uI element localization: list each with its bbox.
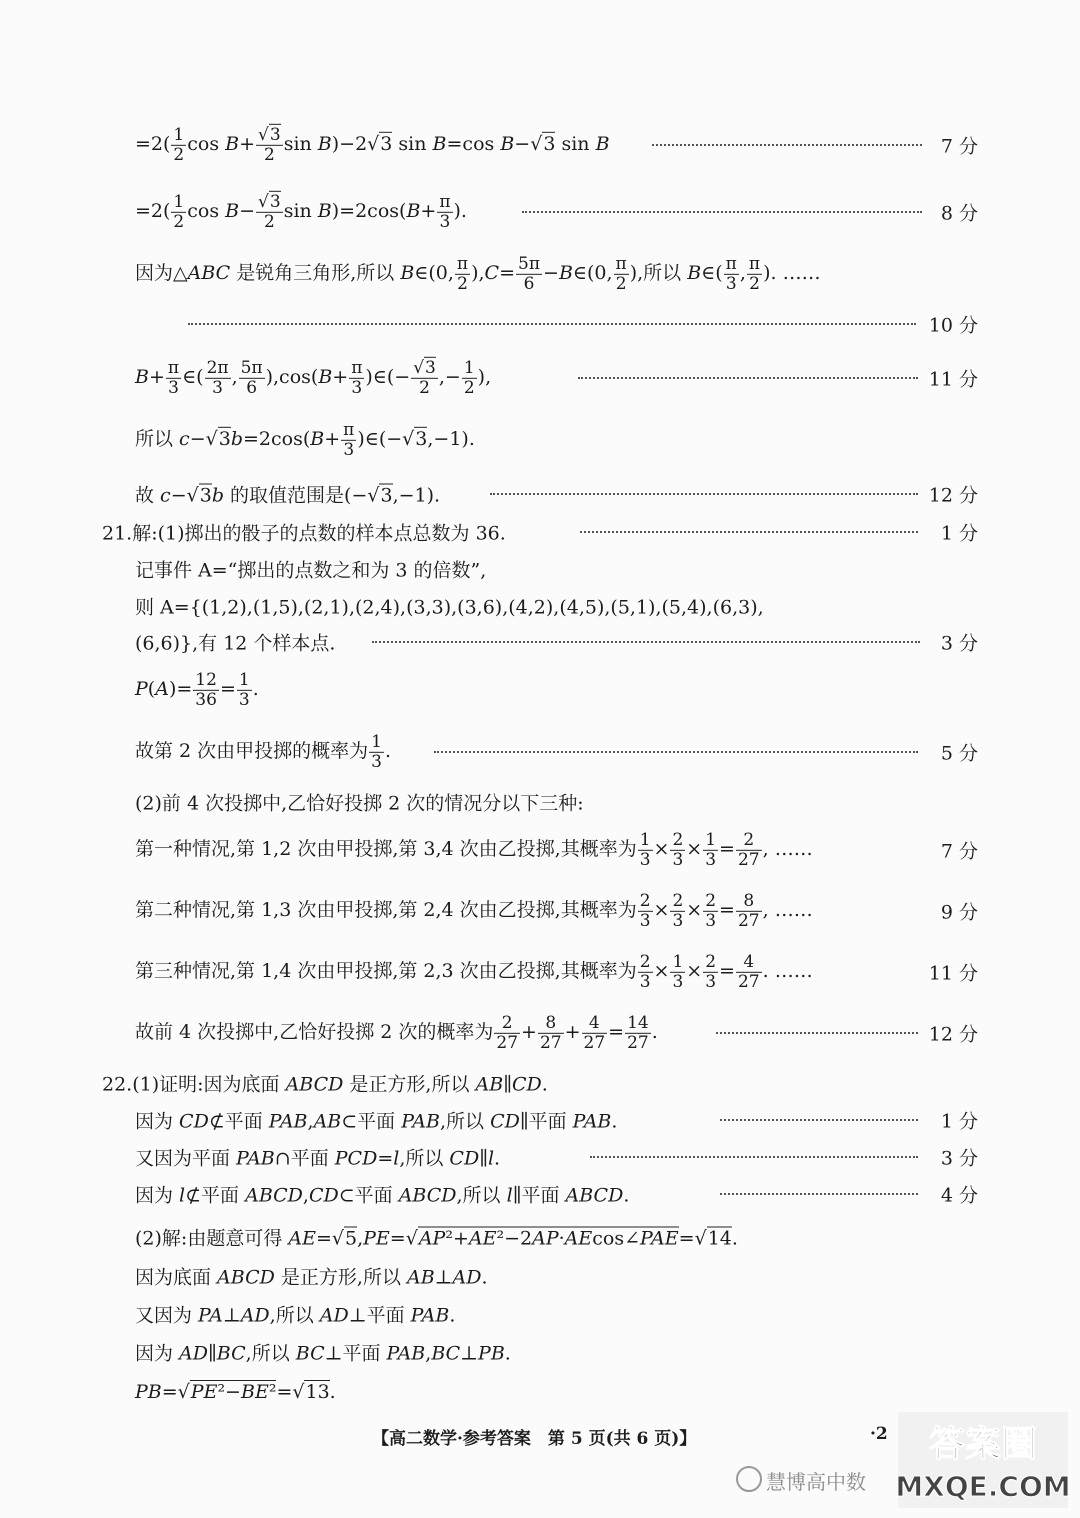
watermark-graphic: [898, 1412, 1068, 1508]
solution-line: 21.解:(1)掷出的骰子的点数的样本点总数为 36. 1 分: [0, 512, 1080, 552]
solution-line: 第二种情况,第 1,3 次由甲投掷,第 2,4 次由乙投掷,其概率为 $\frac{2}{3}$ × $\frac{2}{3}$ × $\frac{2}{3}$ = $\frac{8}{27}$ , …… 9 分: [135, 890, 978, 931]
solution-line: P(A)= $\frac{12}{36}$ = $\frac{1}{3}$ .: [135, 669, 259, 710]
score-label: 12 分: [928, 1023, 978, 1046]
watermark-logo: [898, 1412, 1068, 1508]
score-label: 3 分: [940, 1147, 978, 1170]
solution-line: 第三种情况,第 1,4 次由甲投掷,第 2,3 次由乙投掷,其概率为 $\frac{2}{3}$ × $\frac{1}{3}$ × $\frac{2}{3}$ = $\frac{4}{27}$ . …… 11 分: [135, 951, 978, 992]
score-label: 8 分: [940, 202, 978, 225]
score-label: 4 分: [940, 1184, 978, 1207]
watermark-logo-text: 答案圈: [928, 1424, 1038, 1465]
solution-line: (6,6)},有 12 个样本点. 3 分: [0, 622, 1080, 662]
score-label: 7 分: [940, 840, 978, 863]
score-label: 11 分: [928, 368, 978, 391]
solution-line: 记事件 A=“掷出的点数之和为 3 的倍数”,: [135, 559, 487, 582]
score-label: 10 分: [928, 314, 978, 337]
watermark-url: MXQE.COM: [898, 1470, 1068, 1503]
score-label: 9 分: [940, 901, 978, 924]
solution-line: 所以 c−√3b=2cos(B+ $\frac{\pi}{3}$ )∈(−√3,−1).: [135, 419, 475, 460]
solution-line: (2)前 4 次投掷中,乙恰好投掷 2 次的情况分以下三种:: [135, 792, 584, 815]
solution-line: 故前 4 次投掷中,乙恰好投掷 2 次的概率为 $\frac{2}{27}$ + $\frac{8}{27}$ + $\frac{4}{27}$ = $\frac{14}{27}$ . 12 分: [135, 1012, 978, 1053]
solution-line: 因为 l⊄平面 ABCD,CD⊂平面 ABCD,所以 l∥平面 ABCD. 4 分: [0, 1174, 1080, 1214]
solution-line: =2( $\frac{1}{2}$ cos B− $\frac{√3}{2}$ sin B)=2cos(B+ $\frac{\pi}{3}$ ). 8 分: [135, 191, 978, 232]
solution-line: 因为△ABC 是锐角三角形,所以 B∈(0, $\frac{\pi}{2}$ ),C= $\frac{5\pi}{6}$ −B∈(0, $\frac{\pi}{2}$ ),所以 B∈( $\frac{\pi}{3}$ , $\frac{\pi}{2}$ ). ……: [135, 253, 821, 294]
solution-line: 22.(1)证明:因为底面 ABCD 是正方形,所以 AB∥CD.: [102, 1073, 548, 1096]
solution-line: 因为底面 ABCD 是正方形,所以 AB⊥AD.: [135, 1266, 488, 1289]
score-label: 11 分: [928, 962, 978, 985]
wechat-icon: [736, 1466, 762, 1492]
solution-line: 则 A={(1,2),(1,5),(2,1),(2,4),(3,3),(3,6),(4,2),(4,5),(5,1),(5,4),(6,3),: [135, 596, 764, 619]
solution-line: 故第 2 次由甲投掷的概率为 $\frac{1}{3}$ . 5 分: [135, 731, 978, 772]
score-label: 5 分: [940, 742, 978, 765]
solution-line: 又因为 PA⊥AD,所以 AD⊥平面 PAB.: [135, 1304, 456, 1327]
page-mark: ·2: [870, 1424, 888, 1444]
solution-line: [0, 304, 1080, 344]
solution-line: 因为 CD⊄平面 PAB,AB⊂平面 PAB,所以 CD∥平面 PAB. 1 分: [0, 1100, 1080, 1140]
score-label: 12 分: [928, 484, 978, 507]
solution-line: 故 c−√3b 的取值范围是(−√3,−1). 12 分: [0, 474, 1080, 514]
solution-line: PB=√PE²−BE²=√13.: [135, 1381, 336, 1403]
solution-line: 因为 AD∥BC,所以 BC⊥平面 PAB,BC⊥PB.: [135, 1342, 511, 1365]
solution-line: (2)解:由题意可得 AE=√5,PE=√AP²+AE²−2AP·AEcos∠PAE=√14.: [135, 1227, 738, 1250]
footer-title: 【高二数学·参考答案 第 5 页(共 6 页)】: [372, 1429, 697, 1449]
score-label: 1 分: [940, 1110, 978, 1133]
score-label: 7 分: [940, 135, 978, 158]
solution-line: 第一种情况,第 1,2 次由甲投掷,第 3,4 次由乙投掷,其概率为 $\frac{1}{3}$ × $\frac{2}{3}$ × $\frac{1}{3}$ = $\frac{2}{27}$ , …… 7 分: [135, 829, 978, 870]
solution-line: =2( $\frac{1}{2}$ cos B+ $\frac{√3}{2}$ sin B)−2√3 sin B=cos B−√3 sin B 7 分: [135, 124, 978, 165]
score-label: 1 分: [940, 522, 978, 545]
watermark-source: 慧博高中数: [766, 1470, 866, 1494]
score-label: 3 分: [940, 632, 978, 655]
solution-line: 又因为平面 PAB∩平面 PCD=l,所以 CD∥l. 3 分: [0, 1137, 1080, 1177]
solution-line: B+ $\frac{\pi}{3}$ ∈( $\frac{2\pi}{3}$ , $\frac{5\pi}{6}$ ),cos(B+ $\frac{\pi}{3}$ )∈(− $\frac{√3}{2}$ ,− $\frac{1}{2}$ ), 11 分: [135, 357, 978, 398]
